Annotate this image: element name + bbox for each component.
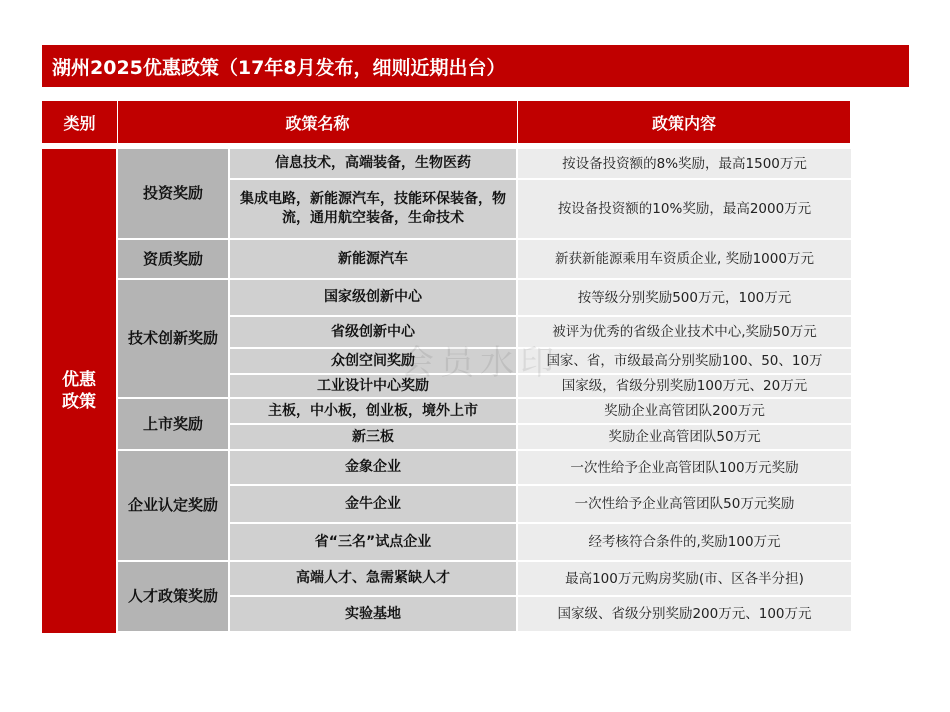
group-investment: 投资奖励 xyxy=(118,149,230,240)
policy-content: 经考核符合条件的,奖励100万元 xyxy=(518,524,851,562)
category-label: 优惠政策 xyxy=(61,370,96,412)
policy-content: 奖励企业高管团队200万元 xyxy=(518,399,851,425)
policy-content: 奖励企业高管团队50万元 xyxy=(518,425,851,451)
policy-name: 金象企业 xyxy=(230,451,518,486)
policy-content: 按设备投资额的10%奖励，最高2000万元 xyxy=(518,180,851,240)
header-category: 类别 xyxy=(42,101,118,143)
group-label: 人才政策奖励 xyxy=(128,587,219,605)
policy-name: 新三板 xyxy=(230,425,518,451)
group-listing: 上市奖励 xyxy=(118,399,230,451)
group-tech-innovation xyxy=(118,280,230,399)
policy-name: 省“三名”试点企业 xyxy=(230,524,518,562)
group-label: 企业认定奖励 xyxy=(128,496,219,514)
policy-content: 一次性给予企业高管团队100万元奖励 xyxy=(518,451,851,486)
policy-content: 新获新能源乘用车资质企业, 奖励1000万元 xyxy=(518,240,851,280)
policy-name: 主板，中小板，创业板，境外上市 xyxy=(230,399,518,425)
policy-content: 国家、省，市级最高分别奖励100、50、10万 xyxy=(518,349,851,375)
group-qualification: 资质奖励 xyxy=(118,240,230,280)
policy-name: 信息技术，高端装备，生物医药 xyxy=(230,149,518,180)
policy-table xyxy=(42,101,851,641)
policy-name: 省级创新中心 xyxy=(230,317,518,349)
page-title: 湖州2025优惠政策（17年8月发布，细则近期出台） xyxy=(42,45,909,87)
policy-content: 被评为优秀的省级企业技术中心,奖励50万元 xyxy=(518,317,851,349)
policy-content: 国家级、省级分别奖励200万元、100万元 xyxy=(518,597,851,633)
policy-name: 实验基地 xyxy=(230,597,518,633)
group-talent-policy xyxy=(118,562,230,633)
header-policy-name: 政策名称 xyxy=(118,101,518,143)
policy-name: 众创空间奖励 xyxy=(230,349,518,375)
policy-name: 新能源汽车 xyxy=(230,240,518,280)
policy-name: 高端人才、急需紧缺人才 xyxy=(230,562,518,597)
policy-content: 按等级分别奖励500万元，100万元 xyxy=(518,280,851,317)
policy-name: 国家级创新中心 xyxy=(230,280,518,317)
category-cell xyxy=(42,149,118,633)
policy-content: 一次性给予企业高管团队50万元奖励 xyxy=(518,486,851,524)
policy-content: 国家级，省级分别奖励100万元、20万元 xyxy=(518,375,851,399)
policy-content: 最高100万元购房奖励(市、区各半分担) xyxy=(518,562,851,597)
policy-name: 集成电路，新能源汽车，技能环保装备，物流，通用航空装备，生命技术 xyxy=(230,180,518,240)
policy-content: 按设备投资额的8%奖励，最高1500万元 xyxy=(518,149,851,180)
policy-name: 金牛企业 xyxy=(230,486,518,524)
header-policy-content: 政策内容 xyxy=(518,101,851,143)
group-enterprise-recognition xyxy=(118,451,230,562)
policy-name: 工业设计中心奖励 xyxy=(230,375,518,399)
group-label: 技术创新奖励 xyxy=(128,329,219,347)
